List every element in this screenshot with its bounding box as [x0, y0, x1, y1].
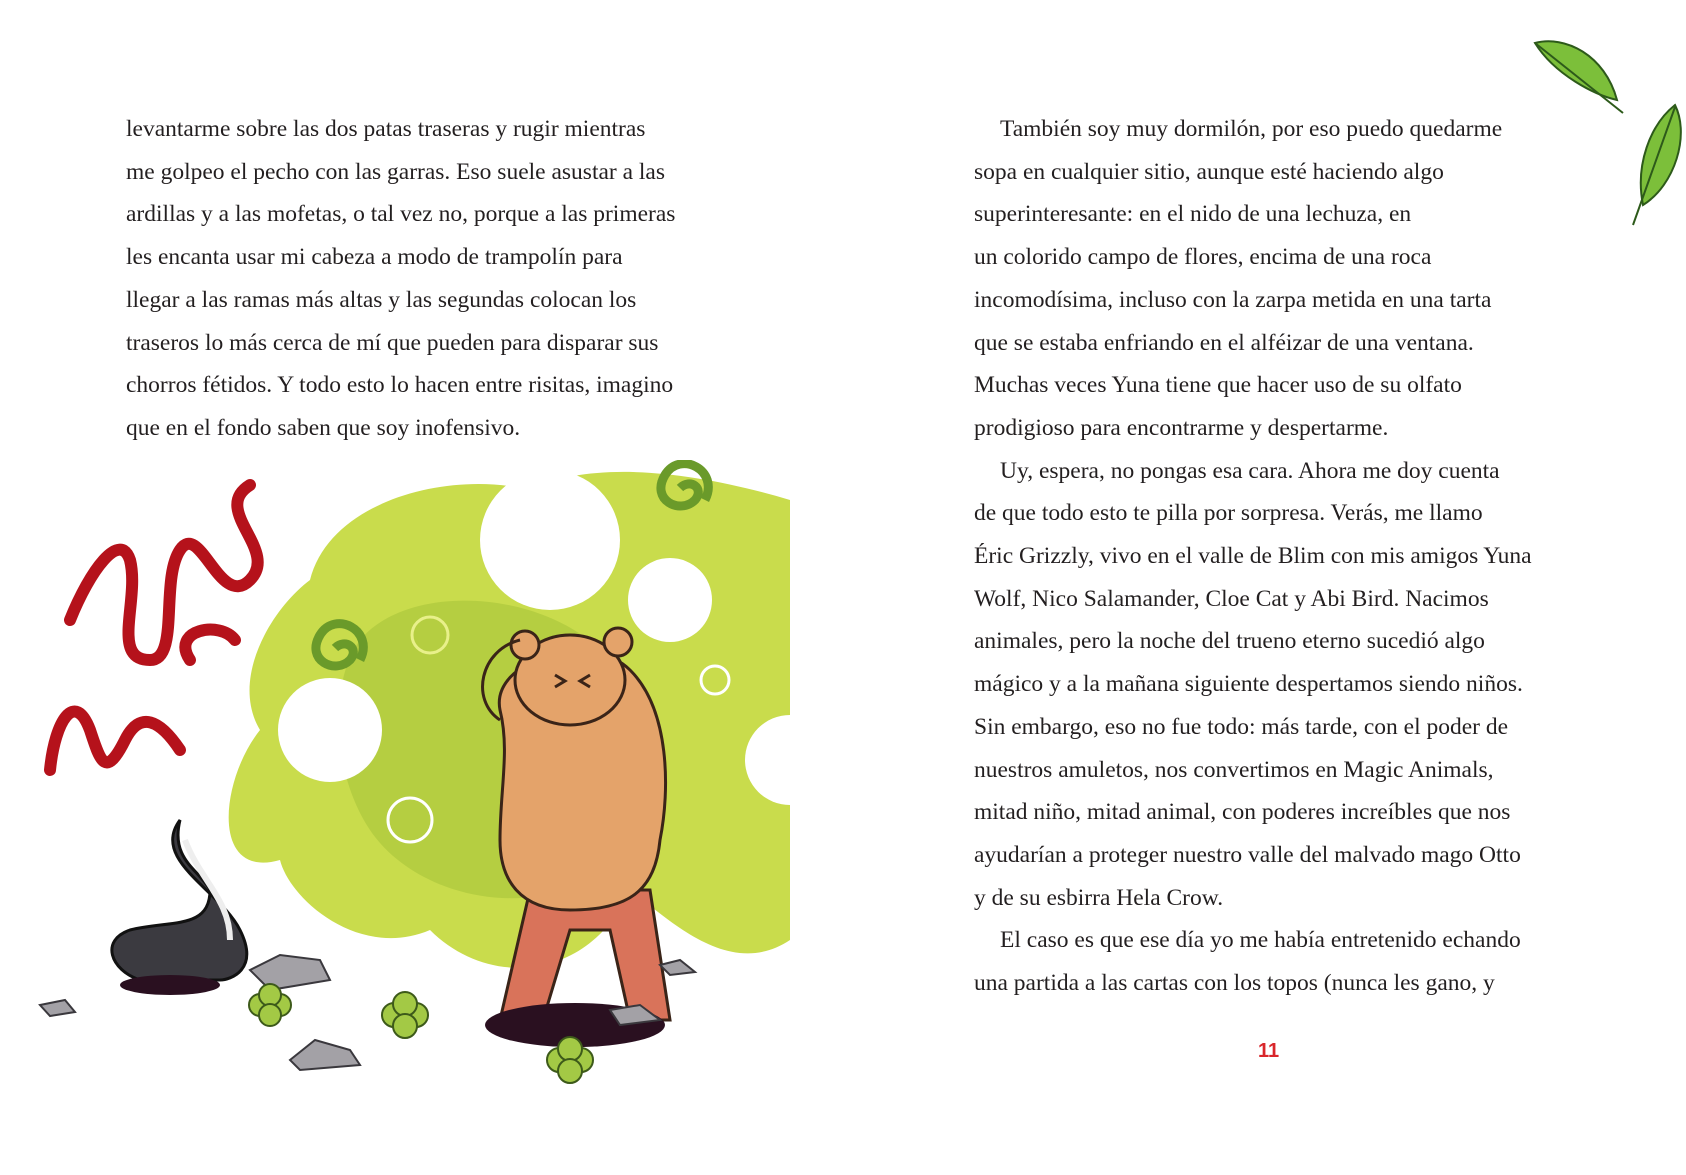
text-line: mitad niño, mitad animal, con poderes increíbles que nos: [974, 799, 1511, 826]
text-line: ardillas y a las mofetas, o tal vez no, porque a las primeras: [126, 201, 676, 228]
text-line: que se estaba enfriando en el alféizar de una ventana.: [974, 329, 1474, 356]
bubble: [628, 558, 712, 642]
text-line: ayudarían a proteger nuestro valle del malvado mago Otto: [974, 841, 1521, 868]
text-line: El caso es que ese día yo me había entretenido echando: [1000, 927, 1521, 954]
text-line: les encanta usar mi cabeza a modo de trampolín para: [126, 244, 623, 271]
text-line: chorros fétidos. Y todo esto lo hacen entre risitas, imagino: [126, 372, 674, 399]
red-zigzag: [50, 485, 258, 770]
text-line: superinteresante: en el nido de una lechuza, en: [974, 201, 1412, 228]
text-line: traseros lo más cerca de mí que pueden para disparar sus: [126, 329, 659, 356]
bubble: [480, 470, 620, 610]
text-line: mágico y a la mañana siguiente despertamos siendo niños.: [974, 671, 1523, 698]
bubble: [278, 678, 382, 782]
leaves-decoration: [1525, 35, 1686, 230]
text-line: Wolf, Nico Salamander, Cloe Cat y Abi Bird. Nacimos: [974, 585, 1489, 612]
text-line: una partida a las cartas con los topos (nunca les gano, y: [974, 970, 1495, 997]
text-line: me golpeo el pecho con las garras. Eso suele asustar a las: [126, 158, 666, 185]
text-line: que en el fondo saben que soy inofensivo.: [126, 414, 521, 441]
leaf-icon: [1633, 105, 1681, 225]
text-line: un colorido campo de flores, encima de una roca: [974, 244, 1432, 271]
right-page-text: [974, 108, 1532, 1005]
page-number: 11: [1258, 1040, 1280, 1062]
text-line: llegar a las ramas más altas y las segundas colocan los: [126, 286, 637, 313]
bear: [483, 628, 670, 1030]
text-line: animales, pero la noche del trueno eterno sucedió algo: [974, 628, 1485, 655]
text-line: levantarme sobre las dos patas traseras y rugir mientras: [126, 116, 646, 142]
text-line: Éric Grizzly, vivo en el valle de Blim con mis amigos Yuna: [974, 543, 1532, 570]
leaf-icon: [1535, 41, 1623, 113]
text-line: sopa en cualquier sitio, aunque esté haciendo algo: [974, 158, 1444, 185]
text-line: incomodísima, incluso con la zarpa metida en una tarta: [974, 286, 1492, 313]
bubble: [745, 715, 835, 805]
text-line: de que todo esto te pilla por sorpresa. Verás, me llamo: [974, 500, 1483, 527]
text-line: Muchas veces Yuna tiene que hacer uso de su olfato: [974, 372, 1462, 399]
text-line: Sin embargo, eso no fue todo: más tarde, con el poder de: [974, 713, 1509, 740]
text-line: y de su esbirra Hela Crow.: [974, 884, 1224, 911]
skunk: [112, 820, 247, 995]
text-line: También soy muy dormilón, por eso puedo quedarme: [1000, 116, 1503, 142]
bear-and-skunk-illustration: [30, 460, 845, 1175]
text-line: nuestros amuletos, nos convertimos en Magic Animals,: [974, 756, 1494, 783]
text-line: prodigioso para encontrarme y despertarme.: [974, 414, 1389, 441]
left-page-text: [126, 108, 675, 450]
text-line: Uy, espera, no pongas esa cara. Ahora me doy cuenta: [1000, 457, 1500, 484]
